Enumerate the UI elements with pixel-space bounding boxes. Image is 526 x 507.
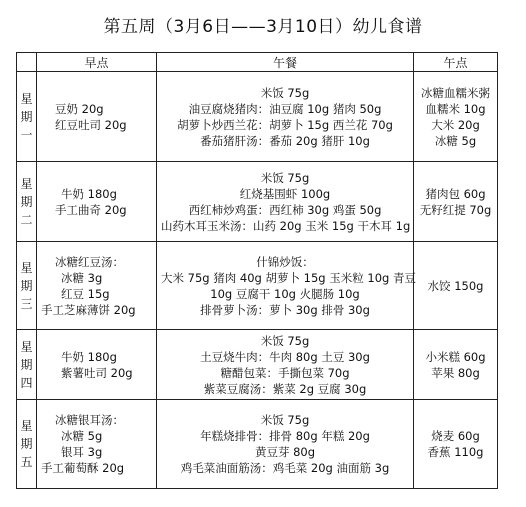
lunch-item: 10g 豆腐干 10g 火腿肠 10g: [210, 286, 360, 301]
table-row: [17, 400, 498, 489]
breakfast-cell: [37, 72, 157, 162]
lunch-item: 山药木耳玉米汤：山药 20g 玉米 15g 干木耳 1g: [161, 218, 411, 233]
menu-table: [16, 52, 498, 489]
table-row: [17, 162, 498, 242]
snack-item: 无籽红提 70g: [419, 202, 492, 217]
header-lunch: 午餐: [157, 53, 414, 72]
lunch-item: 什锦炒饭：: [256, 254, 314, 269]
breakfast-item: 冰糖红豆汤：: [55, 254, 124, 269]
lunch-cell: [157, 72, 414, 162]
breakfast-item: 手工曲奇 20g: [55, 202, 127, 217]
lunch-item: 黄豆芽 80g: [254, 445, 316, 459]
breakfast-cell: [37, 162, 157, 242]
snack-item: 血糯米 10g: [425, 101, 486, 116]
breakfast-item: 豆奶 20g: [55, 101, 104, 116]
snack-cell: [414, 400, 498, 489]
lunch-cell: [157, 162, 414, 242]
lunch-item: 米饭 75g: [260, 333, 310, 348]
snack-item: 烧麦 60g: [431, 429, 480, 443]
header-row: [17, 53, 498, 72]
snack-item: 大米 20g: [431, 117, 480, 132]
breakfast-item: 牛奶 180g: [61, 349, 117, 364]
lunch-cell: [157, 400, 414, 489]
table-row: [17, 242, 498, 330]
lunch-cell: [157, 242, 414, 330]
snack-item: 猪肉包 60g: [425, 186, 486, 201]
breakfast-item: 冰糖 5g: [61, 429, 103, 443]
lunch-cell: [157, 330, 414, 400]
table-row: [17, 330, 498, 400]
snack-cell: [414, 72, 498, 162]
snack-item: 冰糖血糯米粥: [421, 85, 490, 100]
lunch-item: 鸡毛菜油面筋汤：鸡毛菜 20g 油面筋 3g: [180, 461, 390, 475]
lunch-item: 糖醋包菜：手撕包菜 70g: [220, 365, 350, 380]
lunch-item: 米饭 75g: [260, 85, 310, 100]
breakfast-cell: [37, 242, 157, 330]
snack-cell: [414, 162, 498, 242]
lunch-item: 米饭 75g: [260, 170, 310, 185]
header-snack: 午点: [414, 53, 498, 72]
page-title: 第五周（3月6日——3月10日）幼儿食谱: [103, 17, 423, 37]
breakfast-item: 冰糖银耳汤：: [55, 413, 124, 427]
lunch-item: 番茄猪肝汤：番茄 20g 猪肝 10g: [200, 133, 370, 148]
snack-item: 水饺 150g: [427, 278, 484, 293]
breakfast-item: 冰糖 3g: [61, 270, 103, 285]
breakfast-cell: [37, 330, 157, 400]
lunch-item: 胡萝卜炒西兰花：胡萝卜 15g 西兰花 70g: [177, 117, 393, 132]
breakfast-item: 牛奶 180g: [61, 186, 117, 201]
lunch-item: 排骨萝卜汤：萝卜 30g 排骨 30g: [200, 302, 370, 317]
table-row: [17, 72, 498, 162]
lunch-item: 油豆腐烧猪肉：油豆腐 10g 猪肉 50g: [188, 101, 382, 116]
snack-item: 香蕉 110g: [427, 445, 484, 459]
lunch-item: 西红柿炒鸡蛋：西红柿 30g 鸡蛋 50g: [188, 202, 382, 217]
day-cell: 星 期 四: [17, 330, 37, 400]
lunch-item: 大米 75g 猪肉 40g 胡萝卜 15g 玉米粒 10g 青豆: [161, 270, 416, 285]
breakfast-item: 紫薯吐司 20g: [61, 365, 133, 380]
snack-item: 苹果 80g: [431, 365, 480, 380]
header-day: [17, 53, 37, 72]
snack-item: 冰糖 5g: [434, 133, 477, 148]
breakfast-cell: [37, 400, 157, 489]
lunch-item: 年糕烧排骨：排骨 80g 年糕 20g: [200, 429, 370, 443]
breakfast-item: 红豆吐司 20g: [55, 117, 127, 132]
snack-cell: [414, 330, 498, 400]
lunch-item: 紫菜豆腐汤：紫菜 2g 豆腐 30g: [203, 381, 367, 396]
breakfast-item: 银耳 3g: [61, 445, 103, 459]
lunch-item: 红烧基围虾 100g: [239, 186, 331, 201]
lunch-item: 土豆烧牛肉：牛肉 80g 土豆 30g: [200, 349, 370, 364]
lunch-item: 米饭 75g: [260, 413, 310, 427]
breakfast-item: 红豆 15g: [61, 286, 110, 301]
header-breakfast: 早点: [37, 53, 157, 72]
snack-cell: [414, 242, 498, 330]
day-cell: 星 期 三: [17, 242, 37, 330]
breakfast-item: 手工葡萄酥 20g: [41, 461, 125, 475]
day-cell: 星 期 二: [17, 162, 37, 242]
day-cell: 星 期 五: [17, 400, 37, 489]
day-cell: 星 期 一: [17, 72, 37, 162]
snack-item: 小米糕 60g: [425, 349, 486, 364]
breakfast-item: 手工芝麻薄饼 20g: [41, 302, 136, 317]
